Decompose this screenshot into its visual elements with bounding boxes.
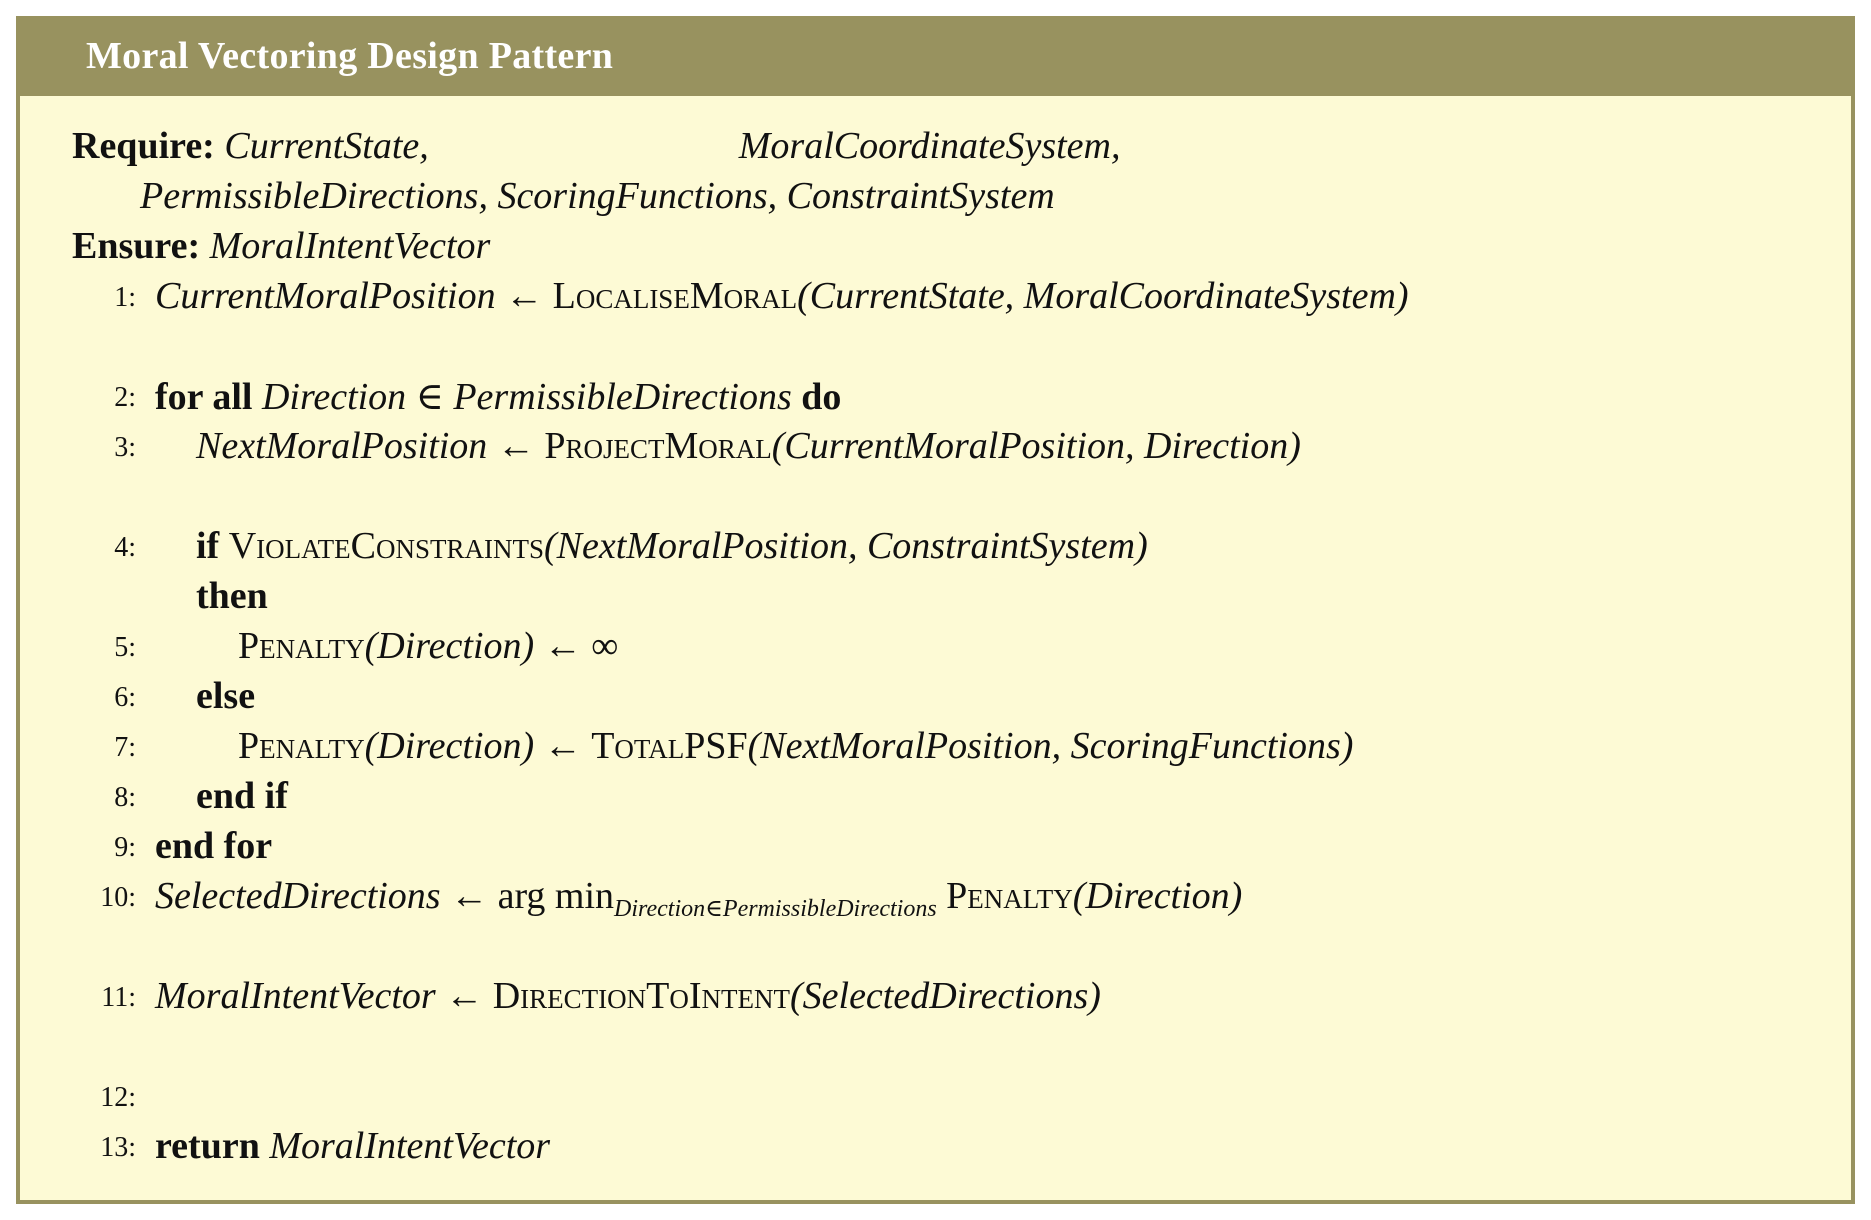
keyword-for-all: for all (155, 376, 253, 418)
fn-localise-moral: LocaliseMoral (552, 275, 798, 317)
keyword-if: if (196, 525, 220, 567)
arg-min-operator: arg min (497, 875, 615, 917)
keyword-then: then (196, 575, 268, 617)
var-selected-directions: SelectedDirections (155, 875, 441, 917)
line-number: 4: (114, 532, 136, 563)
line-number: 11: (101, 982, 136, 1013)
fn-args: (Direction) (1072, 875, 1243, 917)
fn-penalty: Penalty (238, 625, 365, 667)
algorithm-line-11 (20, 974, 1851, 1024)
algorithm-line-5 (20, 624, 1851, 674)
line-number: 9: (114, 832, 136, 863)
arg-min-subscript: Direction∈PermissibleDirections (614, 896, 937, 922)
fn-penalty: Penalty (238, 725, 365, 767)
line-number: 7: (114, 732, 136, 763)
assign-infinity: ← ∞ (534, 625, 619, 667)
algorithm-line-1 (20, 274, 1851, 324)
assign-arrow: ← (440, 875, 498, 917)
var-moral-intent-vector: MoralIntentVector (269, 1125, 551, 1167)
var-permissible-directions: PermissibleDirections (453, 376, 792, 418)
keyword-end-for: end for (155, 825, 273, 867)
fn-args: (Direction) (364, 725, 535, 767)
algorithm-line-4 (20, 524, 1851, 574)
fn-violate-constraints: ViolateConstraints (228, 525, 544, 567)
fn-penalty: Penalty (946, 875, 1073, 917)
line-number: 8: (114, 782, 136, 813)
var-moral-intent-vector: MoralIntentVector (155, 975, 436, 1017)
algorithm-line-2 (20, 374, 1851, 424)
ensure-line (72, 224, 490, 274)
line-number: 12: (100, 1082, 136, 1113)
algorithm-line-13 (20, 1124, 1851, 1174)
algorithm-line-3 (20, 424, 1851, 474)
line-number: 2: (114, 382, 136, 413)
assign-arrow: ← (487, 425, 545, 467)
element-of-symbol: ∈ (406, 376, 454, 418)
line-number: 13: (100, 1132, 136, 1163)
fn-args: (NextMoralPosition, ScoringFunctions) (747, 725, 1354, 767)
fn-args: (Direction) (364, 625, 535, 667)
fn-args: (CurrentState, MoralCoordinateSystem) (797, 275, 1409, 317)
algorithm-line-4-cont (196, 574, 268, 624)
line-number: 10: (100, 882, 136, 913)
algorithm-box (16, 16, 1855, 1204)
keyword-else: else (196, 675, 256, 717)
fn-direction-to-intent: DirectionToIntent (492, 975, 790, 1017)
require-current-state: CurrentState, (224, 125, 429, 167)
require-line (72, 124, 1121, 174)
keyword-return: return (155, 1125, 260, 1167)
algorithm-line-7 (20, 724, 1851, 774)
keyword-end-if: end if (196, 775, 288, 817)
var-direction: Direction (261, 376, 407, 418)
fn-project-moral: ProjectMoral (544, 425, 772, 467)
algorithm-title: Moral Vectoring Design Pattern (86, 35, 614, 77)
line-number: 6: (114, 682, 136, 713)
require-label: Require: (72, 125, 215, 167)
algorithm-line-9 (20, 824, 1851, 874)
ensure-label: Ensure: (72, 225, 201, 267)
fn-args: (NextMoralPosition, ConstraintSystem) (544, 525, 1148, 567)
fn-args: (SelectedDirections) (789, 975, 1101, 1017)
algorithm-body (20, 20, 1851, 1200)
require-continued: PermissibleDirections, ScoringFunctions, ConstraintSystem (140, 175, 1055, 217)
line-number: 1: (114, 282, 136, 313)
ensure-value: MoralIntentVector (209, 225, 491, 267)
algorithm-line-10 (20, 874, 1851, 924)
keyword-do: do (801, 376, 842, 418)
line-number: 5: (114, 632, 136, 663)
require-line-2 (140, 174, 1055, 224)
assign-arrow: ← (534, 725, 592, 767)
algorithm-line-8 (20, 774, 1851, 824)
var-next-moral-position: NextMoralPosition (196, 425, 488, 467)
require-moral-coordinate-system: MoralCoordinateSystem, (738, 125, 1121, 167)
assign-arrow: ← (435, 975, 493, 1017)
algorithm-line-12 (20, 1074, 1851, 1124)
var-current-moral-position: CurrentMoralPosition (155, 275, 496, 317)
assign-arrow: ← (495, 275, 553, 317)
fn-args: (CurrentMoralPosition, Direction) (771, 425, 1301, 467)
algorithm-line-6 (20, 674, 1851, 724)
line-number: 3: (114, 432, 136, 463)
fn-total-psf: TotalPSF (591, 725, 748, 767)
